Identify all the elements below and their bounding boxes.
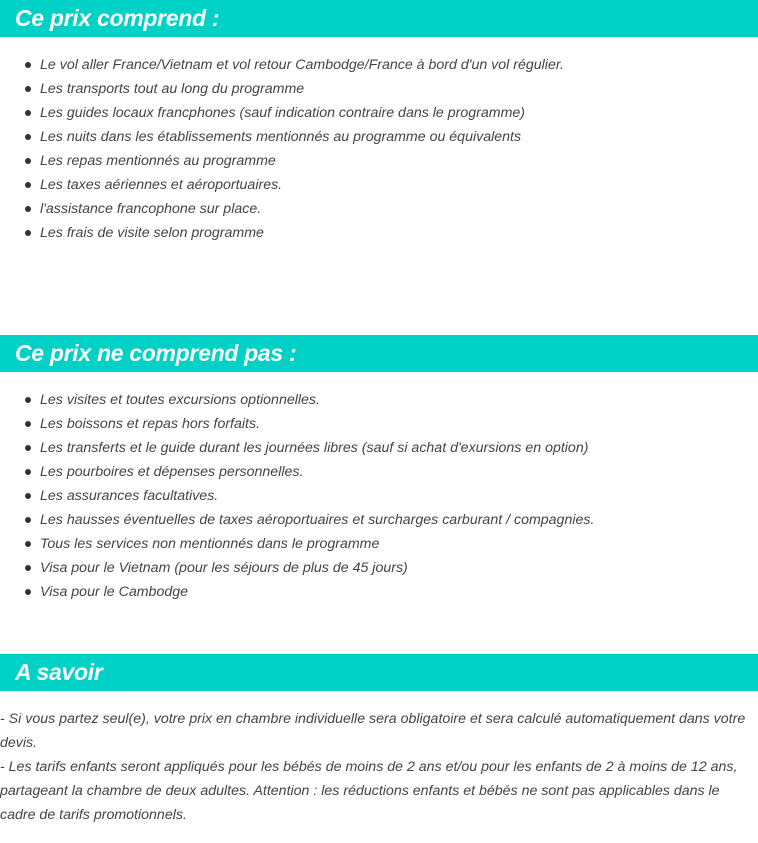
info-notes — [0, 707, 756, 827]
excluded-list — [0, 388, 594, 604]
bullet-icon — [25, 421, 31, 427]
bullet-icon — [25, 134, 31, 140]
excluded-section-title: Ce prix ne comprend pas : — [0, 335, 758, 372]
bullet-icon — [25, 182, 31, 188]
bullet-icon — [25, 158, 31, 164]
list-item-text: Les boissons et repas hors forfaits. — [40, 416, 261, 432]
list-item-text: Les assurances facultatives. — [40, 488, 219, 504]
bullet-icon — [25, 445, 31, 451]
list-item-text: Visa pour le Vietnam (pour les séjours de plus de 45 jours) — [40, 560, 408, 576]
list-item-text: Visa pour le Cambodge — [40, 584, 189, 600]
info-section-title: A savoir — [0, 654, 758, 691]
list-item — [0, 173, 564, 197]
bullet-icon — [25, 397, 31, 403]
bullet-icon — [25, 206, 31, 212]
bullet-icon — [25, 230, 31, 236]
list-item-text: Les visites et toutes excursions optionnelles. — [40, 392, 320, 408]
list-item — [0, 125, 564, 149]
info-paragraph: - Si vous partez seul(e), votre prix en chambre individuelle sera obligatoire et sera calculé automatiquement dans votre devis. — [0, 711, 746, 751]
bullet-icon — [25, 541, 31, 547]
list-item — [0, 221, 564, 245]
list-item-text: Les repas mentionnés au programme — [40, 153, 276, 169]
included-section-title: Ce prix comprend : — [0, 0, 758, 37]
list-item-text: Les transports tout au long du programme — [40, 81, 305, 97]
list-item-text: Les taxes aériennes et aéroportuaires. — [40, 177, 283, 193]
list-item-text: Les nuits dans les établissements mentionnés au programme ou équivalents — [40, 129, 522, 145]
bullet-icon — [25, 565, 31, 571]
list-item — [0, 580, 594, 604]
info-paragraph: - Les tarifs enfants seront appliqués pour les bébés de moins de 2 ans et/ou pour les enfants de 2 à moins de 12 ans, partageant la chambre de deux adultes. Attention : les réductions enfants et bébés ne sont pas applicables dans le cadre de tarifs promotionnels. — [0, 759, 738, 823]
list-item — [0, 556, 594, 580]
list-item — [0, 101, 564, 125]
bullet-icon — [25, 86, 31, 92]
list-item-text: Les pourboires et dépenses personnelles. — [40, 464, 304, 480]
list-item — [0, 460, 594, 484]
bullet-icon — [25, 589, 31, 595]
bullet-icon — [25, 62, 31, 68]
list-item — [0, 53, 564, 77]
list-item — [0, 197, 564, 221]
list-item-text: Les hausses éventuelles de taxes aéroportuaires et surcharges carburant / compagnies. — [40, 512, 595, 528]
bullet-icon — [25, 469, 31, 475]
list-item — [0, 77, 564, 101]
list-item-text: l'assistance francophone sur place. — [40, 201, 262, 217]
list-item-text: Les transferts et le guide durant les journées libres (sauf si achat d'exursions en option) — [40, 440, 589, 456]
bullet-icon — [25, 110, 31, 116]
list-item-text: Le vol aller France/Vietnam et vol retour Cambodge/France à bord d'un vol régulier. — [40, 57, 564, 73]
list-item-text: Tous les services non mentionnés dans le programme — [40, 536, 380, 552]
list-item-text: Les guides locaux francphones (sauf indication contraire dans le programme) — [40, 105, 526, 121]
bullet-icon — [25, 517, 31, 523]
list-item — [0, 532, 594, 556]
list-item — [0, 412, 594, 436]
list-item — [0, 484, 594, 508]
bullet-icon — [25, 493, 31, 499]
list-item — [0, 149, 564, 173]
list-item — [0, 388, 594, 412]
list-item — [0, 508, 594, 532]
included-list — [0, 53, 564, 245]
list-item-text: Les frais de visite selon programme — [40, 225, 264, 241]
list-item — [0, 436, 594, 460]
